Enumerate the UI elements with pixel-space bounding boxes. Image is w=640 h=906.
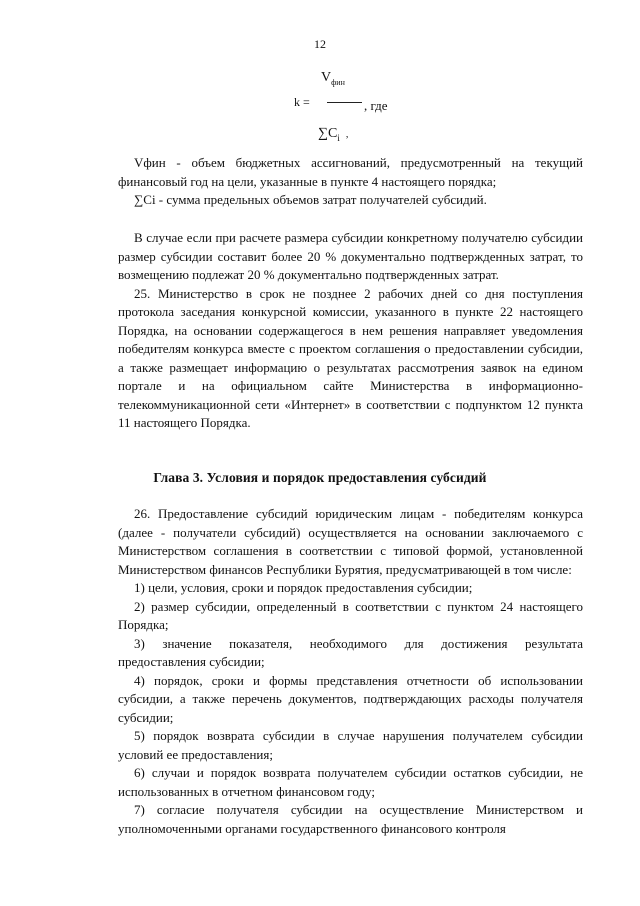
formula-denominator-symbol: ∑C bbox=[318, 126, 338, 141]
body-paragraph: В случае если при расчете размера субсидии конкретному получателю субсидии размер субсидии составит более 20 % документально подтвержденных затрат, то возмещению подлежат 20 % документально подтвержденных затрат. bbox=[118, 230, 583, 282]
formula-k-label: k = bbox=[294, 95, 310, 109]
list-item: 6) случаи и порядок возврата получателем субсидии остатков субсидии, не использованных в отчетном финансовом году; bbox=[118, 765, 583, 799]
definition-paragraph: ∑Ci - сумма предельных объемов затрат получателей субсидий. bbox=[134, 192, 487, 207]
formula-suffix: , где bbox=[364, 98, 388, 113]
list-item: 3) значение показателя, необходимого для достижения результата предоставления субсидии; bbox=[118, 635, 583, 669]
body-block bbox=[118, 229, 583, 433]
formula-numerator bbox=[321, 70, 345, 87]
list-item: 4) порядок, сроки и формы представления отчетности об использовании субсидии, а также перечень документов, подтверждающих расходы получателя субсидии; bbox=[118, 672, 583, 725]
chapter-body bbox=[118, 505, 583, 838]
chapter-title: Глава 3. Условия и порядок предоставления субсидий bbox=[153, 470, 487, 485]
page-number: 12 bbox=[314, 37, 326, 51]
list-item: 5) порядок возврата субсидии в случае нарушения получателем субсидии условий ее предоставления; bbox=[118, 728, 583, 762]
formula-denominator bbox=[318, 126, 348, 143]
definitions-block bbox=[118, 154, 583, 210]
formula bbox=[0, 0, 640, 160]
formula-denominator-suffix: , bbox=[345, 129, 349, 140]
list-item: 1) цели, условия, сроки и порядок предоставления субсидии; bbox=[134, 580, 473, 595]
definition-paragraph: Vфин - объем бюджетных ассигнований, предусмотренный на текущий финансовый год на цели, указанные в пункте 4 настоящего порядка; bbox=[118, 155, 583, 189]
list-item: 2) размер субсидии, определенный в соответствии с пунктом 24 настоящего Порядка; bbox=[118, 598, 583, 632]
formula-numerator-subscript: фин bbox=[331, 77, 345, 87]
formula-denominator-subscript: i bbox=[337, 132, 340, 143]
formula-fraction-line bbox=[327, 102, 362, 103]
list-item: 7) согласие получателя субсидии на осуществление Министерством и уполномоченными органами государственного финансового контроля bbox=[118, 802, 583, 836]
chapter-paragraph: 26. Предоставление субсидий юридическим лицам - победителям конкурса (далее - получатели субсидий) осуществляется на основании заключаемого с Министерством соглашения в соответствии с типовой формой, установленной Министерством финансов Республики Бурятия, предусматривающей в том числе: bbox=[118, 506, 583, 577]
body-paragraph: 25. Министерство в срок не позднее 2 рабочих дней со дня поступления протокола заседания конкурсной комиссии, указанного в пункте 22 настоящего Порядка, на основании содержащегося в нем решения направляет уведомления победителям конкурса вместе с проектом соглашения о предоставлении субсидии, а также размещает информацию о результатах рассмотрения заявок на едином портале и на официальном сайте Министерства в информационно-телекоммуникационной сети «Интернет» в соответствии с подпунктом 12 пункта 11 настоящего Порядка. bbox=[118, 285, 583, 430]
formula-numerator-symbol: V bbox=[321, 70, 332, 85]
